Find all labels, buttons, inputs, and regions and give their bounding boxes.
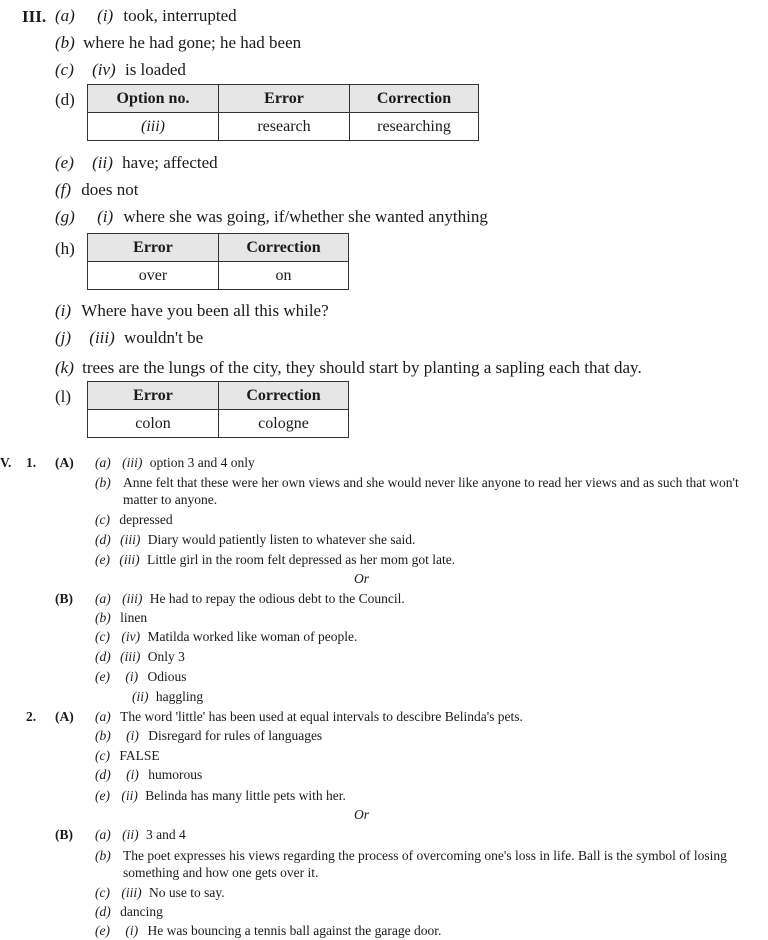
answer-3c — [55, 61, 186, 78]
header-option-no: Option no. — [88, 85, 219, 113]
answer-2Ab — [95, 729, 322, 743]
header-error: Error — [88, 234, 219, 262]
table-row — [88, 410, 349, 438]
answer-1Ae — [95, 553, 455, 567]
answer-1Be-1 — [95, 670, 187, 684]
item-label: (c) — [95, 629, 110, 644]
answer-text: FALSE — [119, 748, 160, 763]
cell-error: research — [219, 113, 350, 141]
table-3h — [87, 233, 349, 290]
section-5-label: V. — [0, 455, 12, 470]
header-error: Error — [219, 85, 350, 113]
answer-3i — [55, 302, 329, 319]
cell-correction: researching — [350, 113, 479, 141]
item-label-1Ab: (b) — [95, 475, 111, 490]
item-label: (a) — [95, 591, 111, 606]
section-3-label: III. — [22, 7, 47, 26]
answer-text: Where have you been all this while? — [81, 301, 329, 320]
answer-3j — [55, 329, 203, 346]
option-number: (ii) — [122, 827, 139, 842]
option-number: (iv) — [121, 629, 141, 644]
answer-1Bd — [95, 650, 185, 664]
answer-1Ba — [95, 592, 405, 606]
answer-text: took, interrupted — [123, 6, 237, 25]
item-label-2Bb: (b) — [95, 848, 111, 863]
answer-text: is loaded — [124, 60, 186, 79]
item-label: (i) — [55, 301, 72, 320]
table-3d — [87, 84, 479, 141]
table-row — [88, 262, 349, 290]
cell-error: over — [88, 262, 219, 290]
question-2B-label: (B) — [55, 827, 73, 842]
answer-text: No use to say. — [148, 885, 225, 900]
option-number: (iii) — [119, 552, 140, 567]
answer-2Ae — [95, 789, 346, 803]
answer-text: wouldn't be — [124, 328, 204, 347]
item-label: (e) — [55, 153, 74, 172]
answer-text: Belinda has many little pets with her. — [145, 788, 346, 803]
option-number: (i) — [97, 207, 114, 226]
or-separator-2: Or — [354, 807, 370, 822]
item-label: (d) — [95, 904, 111, 919]
answer-text: haggling — [155, 689, 204, 704]
answer-2Be — [95, 924, 441, 938]
answer-1Aa — [95, 456, 255, 470]
answer-1Bc — [95, 630, 357, 644]
answer-1Ab-text: Anne felt that these were her own views and she would never like anyone to read her views and as such that won't matter to anyone. — [123, 475, 739, 507]
answer-2Bb-text: The poet expresses his views regarding the process of overcoming one's loss in life. Ball is the symbol of losing something and how one gets over it. — [123, 848, 727, 880]
table-header-row — [88, 234, 349, 262]
answer-3g — [55, 208, 488, 225]
option-number: (iii) — [120, 532, 141, 547]
answer-text: linen — [120, 610, 148, 625]
item-label: (b) — [95, 610, 111, 625]
header-correction: Correction — [219, 234, 349, 262]
answer-text: The word 'little' has been used at equal intervals to descibre Belinda's pets. — [120, 709, 523, 724]
answer-text: where she was going, if/whether she wanted anything — [123, 207, 488, 226]
question-1-number: 1. — [26, 455, 37, 470]
header-correction: Correction — [350, 85, 479, 113]
answer-text: does not — [81, 180, 139, 199]
item-label: (j) — [55, 328, 72, 347]
answer-text: dancing — [120, 904, 163, 919]
table-3l — [87, 381, 349, 438]
answer-2Ac — [95, 749, 160, 763]
answer-2Aa — [95, 710, 523, 724]
answer-text: have; affected — [122, 153, 218, 172]
cell-error: colon — [88, 410, 219, 438]
item-label: (b) — [95, 728, 111, 743]
answer-text: 3 and 4 — [146, 827, 186, 842]
table-header-row — [88, 382, 349, 410]
question-1B-label: (B) — [55, 591, 73, 606]
answer-3b — [55, 34, 301, 51]
answer-text: trees are the lungs of the city, they should start by planting a sapling each that day. — [82, 358, 642, 377]
option-number: (ii) — [92, 153, 113, 172]
item-label: (c) — [55, 60, 74, 79]
item-label: (e) — [95, 923, 110, 938]
answer-text: option 3 and 4 only — [149, 455, 255, 470]
item-label: (e) — [95, 788, 110, 803]
table-header-row — [88, 85, 479, 113]
answer-1Ad — [95, 533, 415, 547]
question-2-number: 2. — [26, 709, 37, 724]
option-number: (iii) — [122, 591, 143, 606]
answer-text: He was bouncing a tennis ball against the garage door. — [147, 923, 442, 938]
item-label-3d: (d) — [55, 90, 75, 109]
option-number: (i) — [126, 767, 139, 782]
item-label: (g) — [55, 207, 75, 226]
option-number: (iv) — [92, 60, 116, 79]
or-separator-1: Or — [354, 571, 370, 586]
answer-2Ad — [95, 768, 202, 782]
option-number: (ii) — [121, 788, 138, 803]
item-label: (a) — [55, 6, 75, 25]
header-correction: Correction — [219, 382, 349, 410]
item-label: (a) — [95, 827, 111, 842]
answer-2Bd — [95, 905, 163, 919]
option-number: (ii) — [132, 689, 149, 704]
answer-text: He had to repay the odious debt to the Council. — [149, 591, 405, 606]
item-label: (b) — [55, 33, 75, 52]
answer-text: humorous — [148, 767, 203, 782]
header-error: Error — [88, 382, 219, 410]
answer-text: Matilda worked like woman of people. — [147, 629, 358, 644]
option-number: (iii) — [120, 649, 141, 664]
answer-3a — [55, 7, 237, 24]
answer-text: Little girl in the room felt depressed as her mom got late. — [146, 552, 456, 567]
cell-option-no: (iii) — [88, 113, 219, 141]
item-label: (c) — [95, 512, 110, 527]
item-label: (c) — [95, 748, 110, 763]
answer-2Ba — [95, 828, 186, 842]
item-label: (e) — [95, 669, 110, 684]
item-label: (f) — [55, 180, 72, 199]
question-2A-label: (A) — [55, 709, 74, 724]
answer-text: Diary would patiently listen to whatever she said. — [147, 532, 416, 547]
question-1A-label: (A) — [55, 455, 74, 470]
item-label: (k) — [55, 358, 74, 377]
cell-correction: cologne — [219, 410, 349, 438]
option-number: (iii) — [121, 885, 142, 900]
answer-3e — [55, 154, 218, 171]
answer-text: depressed — [119, 512, 173, 527]
answer-text: where he had gone; he had been — [83, 33, 302, 52]
option-number: (i) — [125, 923, 139, 938]
item-label: (d) — [95, 532, 111, 547]
option-number: (i) — [125, 669, 139, 684]
item-label: (d) — [95, 649, 111, 664]
item-label: (e) — [95, 552, 110, 567]
item-label: (a) — [95, 455, 111, 470]
option-number: (i) — [97, 6, 114, 25]
table-row — [88, 113, 479, 141]
answer-text: Odious — [147, 669, 187, 684]
answer-1Be-2 — [132, 690, 203, 704]
item-label-3l: (l) — [55, 387, 72, 406]
answer-text: Only 3 — [147, 649, 185, 664]
option-number: (iii) — [89, 328, 115, 347]
option-number: (i) — [126, 728, 139, 743]
answer-1Bb — [95, 611, 147, 625]
item-label: (d) — [95, 767, 111, 782]
answer-3k — [55, 359, 642, 376]
item-label: (a) — [95, 709, 111, 724]
item-label: (c) — [95, 885, 110, 900]
option-number: (iii) — [122, 455, 143, 470]
answer-2Bc — [95, 886, 225, 900]
answer-3f — [55, 181, 138, 198]
cell-correction: on — [219, 262, 349, 290]
item-label-3h: (h) — [55, 239, 75, 258]
answer-1Ac — [95, 513, 173, 527]
answer-text: Disregard for rules of languages — [148, 728, 323, 743]
